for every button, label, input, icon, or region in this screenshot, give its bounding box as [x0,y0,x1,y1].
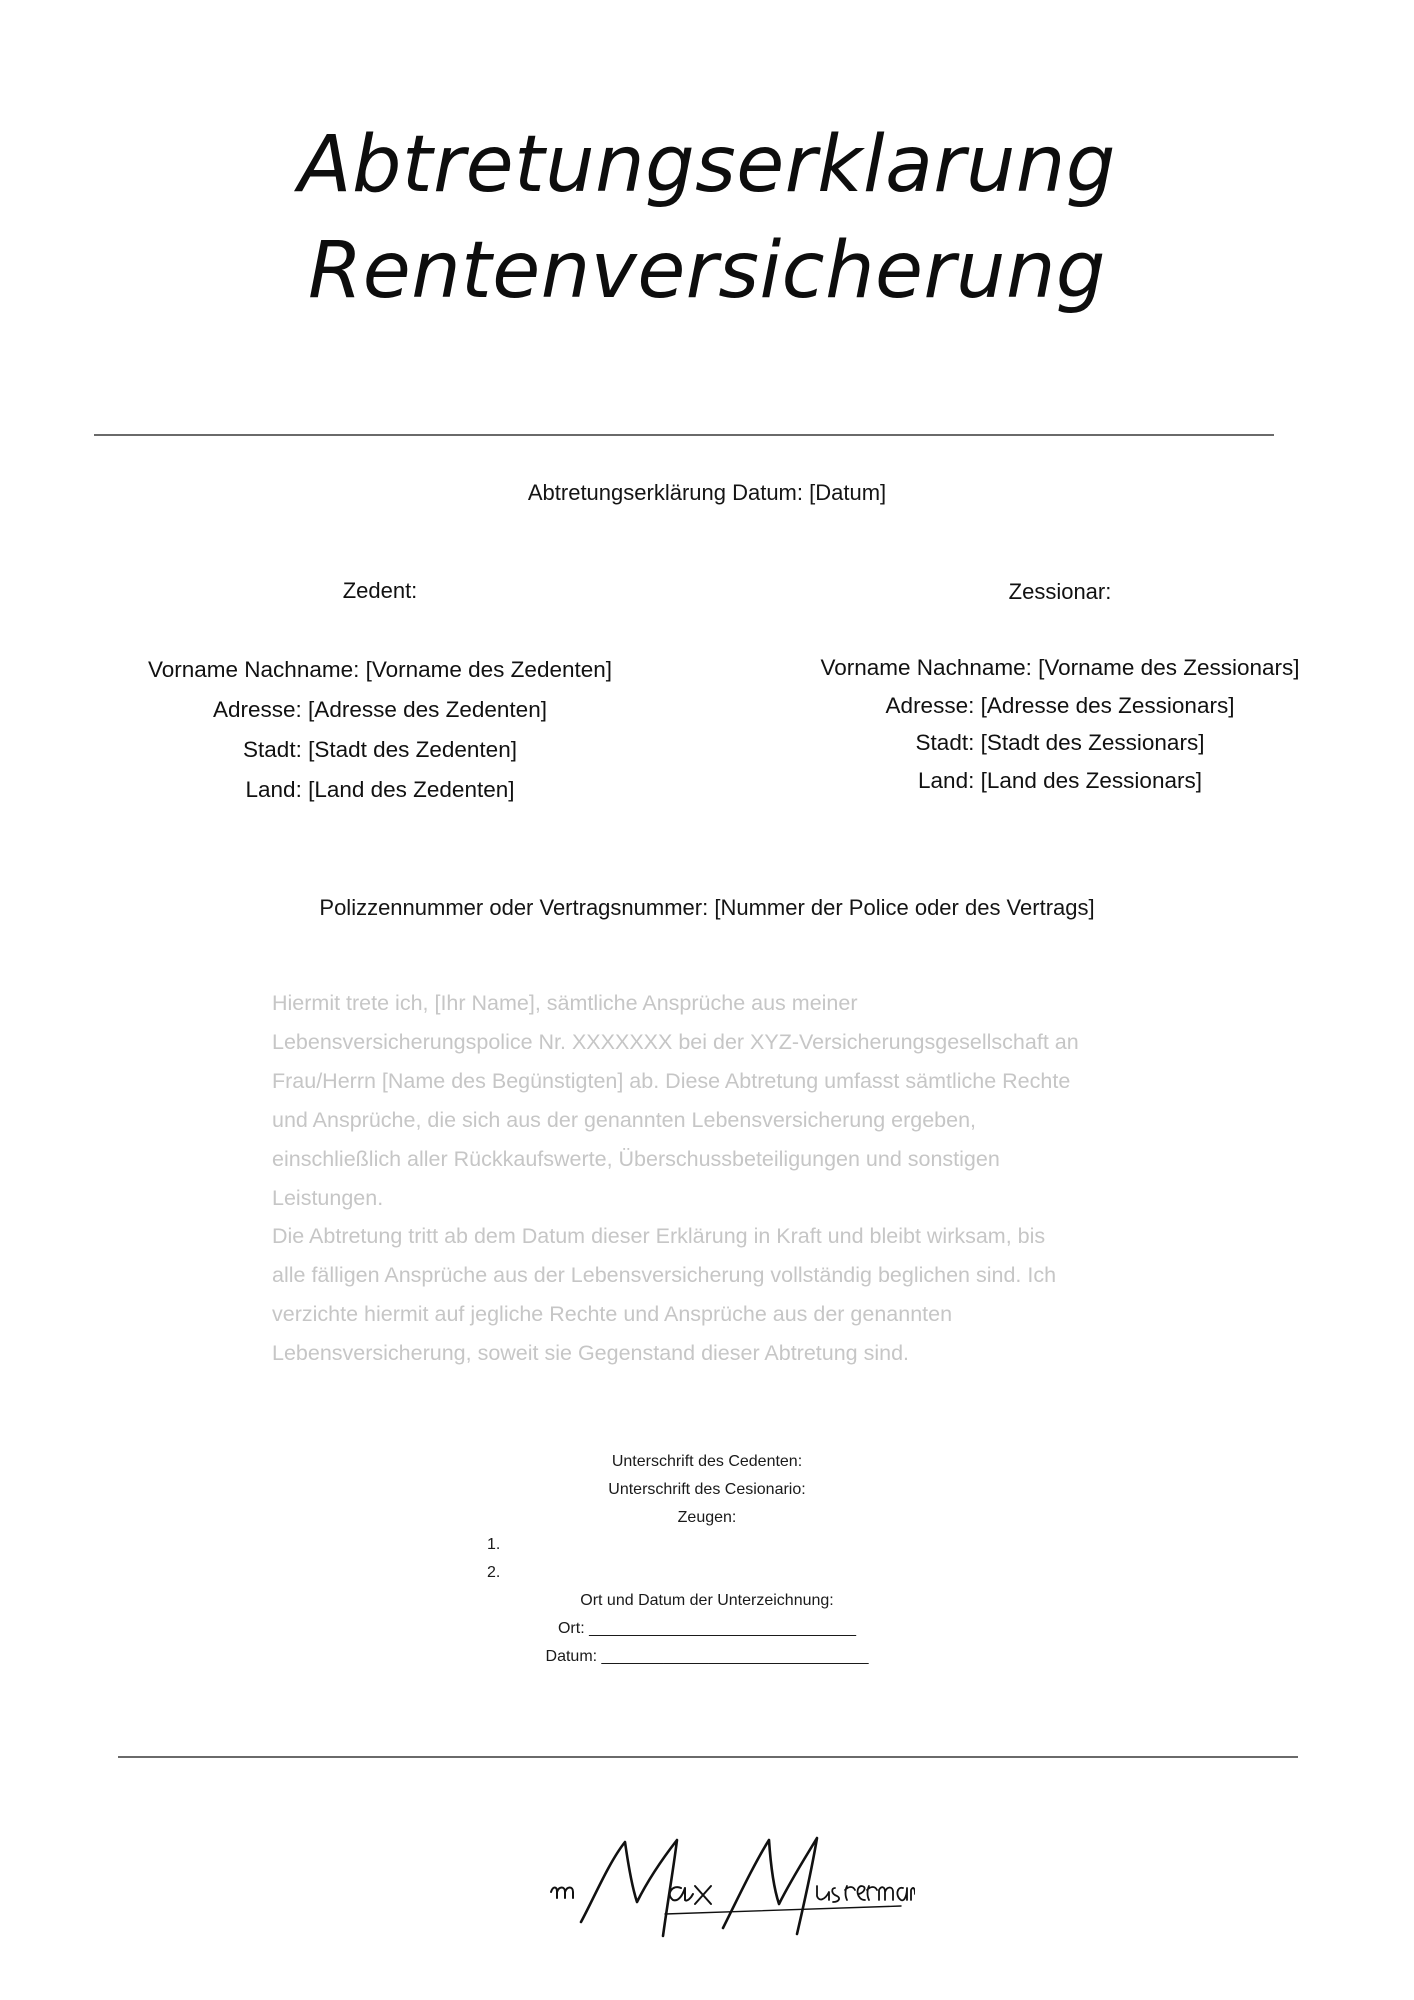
declaration-date: Abtretungserklärung Datum: [Datum] [527,480,887,505]
zedent-address: Adresse: [Adresse des Zedenten] [213,697,547,722]
body-paragraph-1 [272,984,1232,1217]
top-divider [94,434,1274,436]
body-line: Hiermit trete ich, [Ihr Name], sämtliche Ansprüche aus meiner [272,991,858,1015]
zessionar-name: Vorname Nachname: [Vorname des Zessionars] [820,655,1300,680]
policy-number-line: Polizzennummer oder Vertragsnummer: [Nummer der Police oder des Vertrags] [319,895,1095,920]
cessionary-signature-label: Unterschrift des Cesionario: [608,1480,806,1498]
document-title-line-2: Rentenversicherung [308,226,1106,316]
zedent-block [40,576,720,810]
witness-2-label: 2. [487,1564,501,1582]
witnesses-label: Zeugen: [677,1508,737,1526]
zessionar-city: Stadt: [Stadt des Zessionars] [915,730,1205,755]
cedent-signature-label: Unterschrift des Cedenten: [611,1453,803,1470]
body-line: und Ansprüche, die sich aus der genannten Lebensversicherung ergeben, [272,1107,977,1132]
body-line: Die Abtretung tritt ab dem Datum dieser Erklärung in Kraft und bleibt wirksam, bis [272,1224,1046,1249]
body-line: alle fälligen Ansprüche aus der Lebensversicherung vollständig beglichen sind. Ich [272,1263,1057,1288]
date-field: Datum: ______________________________ [545,1647,869,1665]
zedent-city: Stadt: [Stadt des Zedenten] [243,737,517,762]
body-line: Lebensversicherungspolice Nr. XXXXXXX bei der XYZ-Versicherungsgesellschaft an [272,1029,1079,1054]
body-line: Leistungen. [272,1185,384,1210]
body-line: einschließlich aller Rückkaufswerte, Überschussbeteiligungen und sonstigen [272,1146,1000,1171]
assignment-body-text [272,984,1232,1373]
zessionar-country: Land: [Land des Zessionars] [918,767,1202,793]
body-line: verzichte hiermit auf jegliche Rechte und Ansprüche aus der genannten [272,1302,953,1327]
bottom-divider [118,1756,1298,1758]
signature-section [0,1448,1414,1670]
body-line: Lebensversicherung, soweit sie Gegenstand dieser Abtretung sind. [272,1341,910,1366]
document-title-line-1: Abtretungserklarung [298,120,1116,210]
body-paragraph-2 [272,1217,1232,1373]
place-field: Ort: ______________________________ [557,1619,857,1637]
body-line: Frau/Herrn [Name des Begünstigten] ab. Diese Abtretung umfasst sämtliche Rechte [272,1068,1071,1093]
place-date-heading: Ort und Datum der Unterzeichnung: [580,1591,834,1609]
zessionar-address: Adresse: [Adresse des Zessionars] [885,692,1235,718]
zessionar-block [720,577,1400,799]
zedent-country: Land: [Land des Zedenten] [245,777,515,802]
witness-1-label: 1. [487,1536,501,1554]
zedent-heading: Zedent: [342,578,418,603]
zessionar-heading: Zessionar: [1008,579,1112,604]
handwritten-signature [545,1830,915,1950]
zedent-name: Vorname Nachname: [Vorname des Zedenten] [147,657,613,682]
